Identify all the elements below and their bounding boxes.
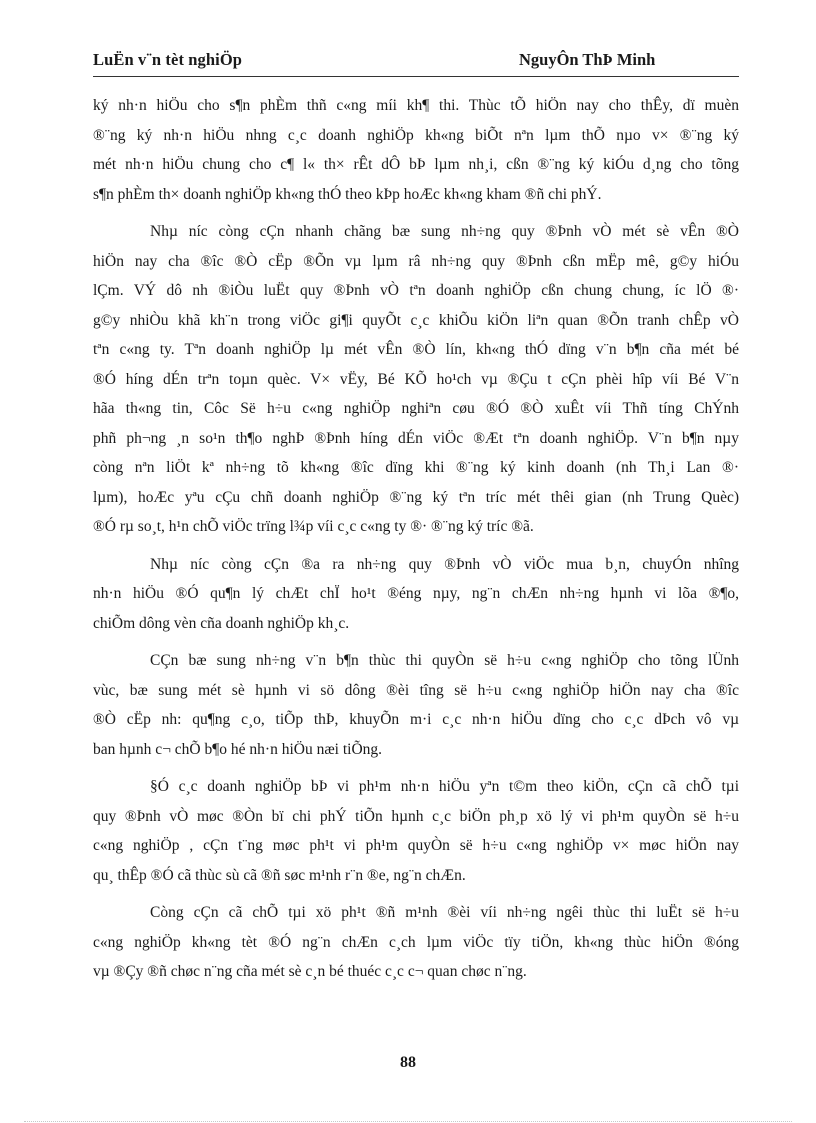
text-line: lµm), hoÆc yªu cÇu chñ doanh nghiÖp ®¨ng ký tªn tríc mét thêi gian (nh Trung Quèc) bbox=[93, 488, 739, 506]
text-line: ký nh·n hiÖu cho s¶n phÈm thñ c«ng míi kh¶ thi. Thùc tÕ hiÖn nay cho thÊy, dï muèn bbox=[93, 97, 739, 114]
text-line: s¶n phÈm th× doanh nghiÖp kh«ng thÓ theo kÞp hoÆc kh«ng kham ®ñ chi phÝ. bbox=[93, 185, 602, 203]
text-line: tªn c«ng ty. Tªn doanh nghiÖp lµ mét vÊn ®Ò lín, kh«ng thÓ dïng v¨n b¶n cña mét bé bbox=[93, 341, 739, 358]
text-line: ®Ó rµ so¸t, h¹n chÕ viÖc trïng l¾p víi c¸c c«ng ty ®· ®¨ng ký tríc ®ã. bbox=[93, 518, 534, 535]
text-line: Nhµ níc còng cÇn ®a ra nh÷ng quy ®Þnh vÒ viÖc mua b¸n, chuyÓn nhîng bbox=[150, 555, 739, 573]
text-line: mét nh·n hiÖu chung cho c¶ l« th× rÊt dÔ bÞ lµm nh¸i, cßn ®¨ng ký kiÓu d¸ng cho tõng bbox=[93, 156, 739, 173]
text-line: CÇn bæ sung nh÷ng v¨n b¶n thùc thi quyÒn së h÷u c«ng nghiÖp cho tõng lÜnh bbox=[150, 652, 739, 669]
paragraph-6 bbox=[93, 898, 739, 987]
paragraph-spacing bbox=[93, 542, 739, 550]
text-line: ®Ó híng dÉn trªn toµn quèc. V× vËy, Bé KÕ ho¹ch vµ ®Çu t cÇn phèi hîp víi Bé V¨n bbox=[93, 370, 739, 388]
text-line: chiÕm dông vèn cña doanh nghiÖp kh¸c. bbox=[93, 614, 350, 632]
text-line: c«ng nghiÖp , cÇn t¨ng møc ph¹t vi ph¹m quyÒn së h÷u c«ng nghiÖp v× møc hiÖn nay bbox=[93, 837, 739, 854]
paragraph-2 bbox=[93, 217, 739, 542]
text-line: phñ ph¬ng ¸n so¹n th¶o nghÞ ®Þnh híng dÉn viÖc ®Æt tªn doanh nghiÖp. V¨n b¶n nµy bbox=[93, 429, 739, 447]
paragraph-4 bbox=[93, 646, 739, 764]
text-line: ®¨ng ký nh·n hiÖu nhng c¸c doanh nghiÖp kh«ng biÕt nªn lµm thÕ nµo v× ®¨ng ký bbox=[93, 126, 739, 144]
text-line: g©y nhiÒu khã kh¨n trong viÖc gi¶i quyÕt c¸c khiÕu kiÖn liªn quan ®Õn tranh chÊp vÒ bbox=[93, 311, 739, 329]
page-number: 88 bbox=[400, 1054, 416, 1071]
header-author-name: NguyÔn ThÞ Minh bbox=[519, 50, 656, 69]
text-line: vµ ®Çy ®ñ chøc n¨ng cña mét sè c¸n bé thuéc c¸c c¬ quan chøc n¨ng. bbox=[93, 963, 527, 980]
page-edge-divider bbox=[24, 1121, 792, 1122]
text-line: ®Ò cËp nh: qu¶ng c¸o, tiÕp thÞ, khuyÕn m·i c¸c nh·n hiÖu dïng cho c¸c dÞch vô vµ bbox=[93, 711, 739, 728]
text-line: vùc, bæ sung mét sè hµnh vi sö dông ®èi tîng së h÷u c«ng nghiÖp hiÖn nay cha ®îc bbox=[93, 681, 739, 699]
paragraph-1 bbox=[93, 91, 739, 209]
text-line: hãa th«ng tin, Côc Së h÷u c«ng nghiÖp nghiªn cøu ®Ó ®Ò xuÊt víi Thñ tíng ChÝnh bbox=[93, 400, 739, 417]
text-line: nh·n hiÖu ®Ó qu¶n lý chÆt chÏ ho¹t ®éng nµy, ng¨n chÆn nh÷ng hµnh vi lõa ®¶o, bbox=[93, 585, 739, 602]
text-line: Còng cÇn cã chÕ tµi xö ph¹t ®ñ m¹nh ®èi víi nh÷ng ngêi thùc thi luËt së h÷u bbox=[150, 904, 739, 921]
paragraph-spacing bbox=[93, 764, 739, 772]
header-thesis-title: LuËn v¨n tèt nghiÖp bbox=[93, 50, 243, 69]
paragraph-5 bbox=[93, 772, 739, 890]
running-header bbox=[93, 48, 739, 77]
text-line: Nhµ níc còng cÇn nhanh chãng bæ sung nh÷ng quy ®Þnh vÒ mét sè vÊn ®Ò bbox=[150, 223, 739, 240]
paragraph-3 bbox=[93, 550, 739, 639]
text-line: qu¸ thÊp ®Ó cã thùc sù cã ®ñ søc m¹nh r¨n ®e, ng¨n chÆn. bbox=[93, 866, 466, 884]
paragraph-spacing bbox=[93, 638, 739, 646]
body-text bbox=[93, 91, 739, 987]
text-line: hiÖn nay cha ®îc ®Ò cËp ®Õn vµ lµm râ nh÷ng quy ®Þnh cßn mËp mê, g©y hiÓu bbox=[93, 252, 739, 270]
paragraph-spacing bbox=[93, 209, 739, 217]
text-line: lÇm. VÝ dô nh ®iÒu luËt quy ®Þnh vÒ tªn doanh nghiÖp cßn chung chung, íc lÖ ®· bbox=[93, 282, 739, 299]
paragraph-spacing bbox=[93, 890, 739, 898]
text-line: quy ®Þnh vÒ møc ®Òn bï chi phÝ tiÕn hµnh c¸c biÖn ph¸p xö lý vi ph¹m quyÒn së h÷u bbox=[93, 807, 739, 825]
text-line: §Ó c¸c doanh nghiÖp bÞ vi ph¹m nh·n hiÖu yªn t©m theo kiÖn, cÇn cã chÕ tµi bbox=[150, 778, 739, 795]
text-line: ban hµnh c¬ chÕ b¶o hé nh·n hiÖu næi tiÕng. bbox=[93, 740, 383, 758]
text-line: c«ng nghiÖp kh«ng tèt ®Ó ng¨n chÆn c¸ch lµm viÖc tïy tiÖn, kh«ng thùc hiÖn ®óng bbox=[93, 933, 739, 951]
text-line: còng nªn liÖt kª nh÷ng tõ kh«ng ®îc dïng khi ®¨ng ký kinh doanh (nh Th¸i Lan ®· bbox=[93, 459, 739, 476]
